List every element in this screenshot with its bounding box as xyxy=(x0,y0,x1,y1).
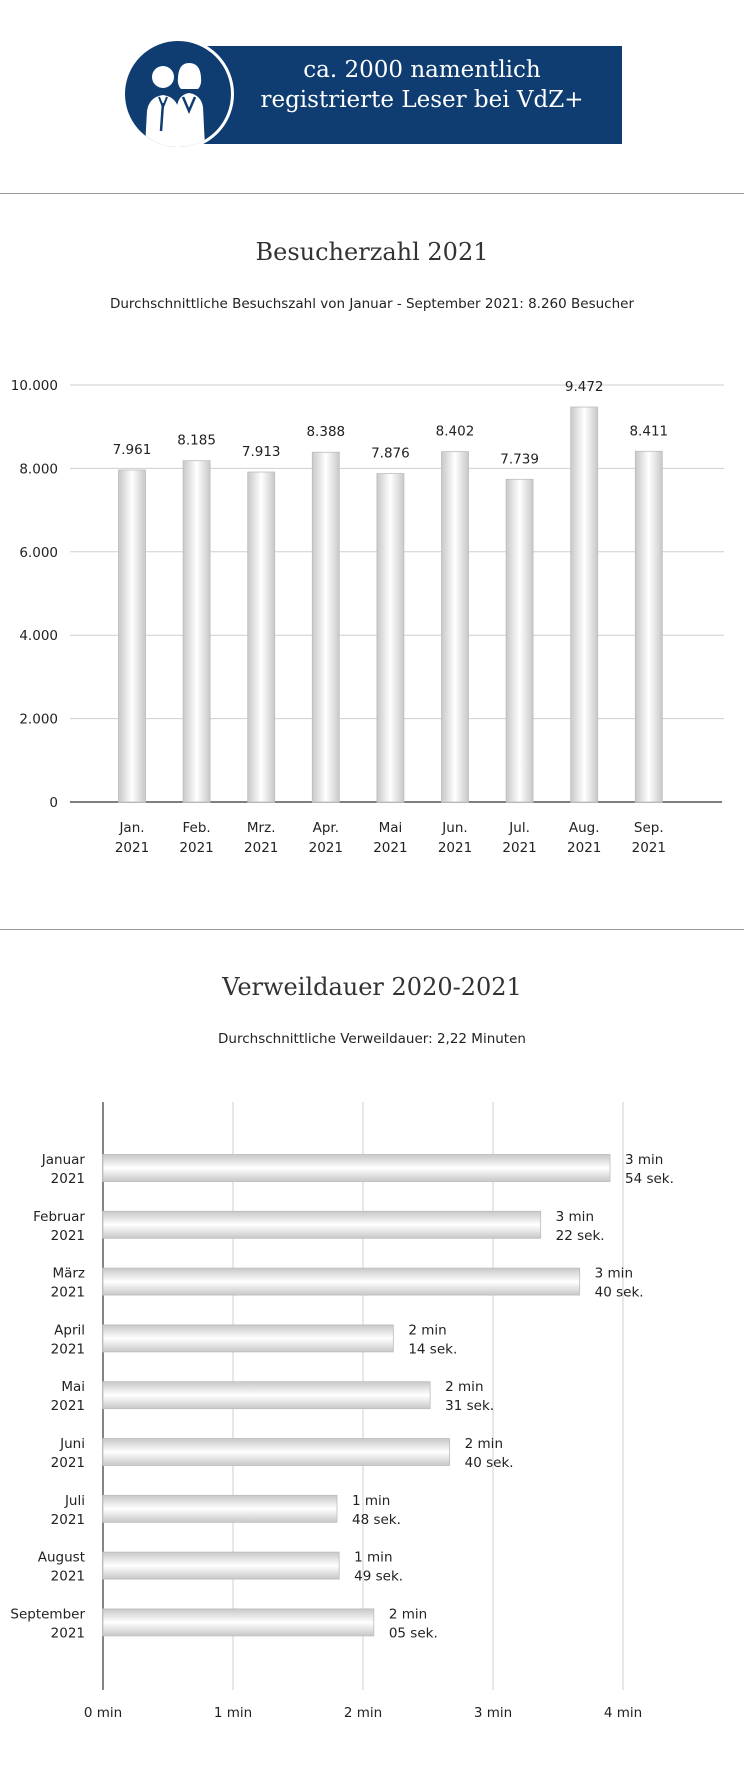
y-tick-label: 2021 xyxy=(50,1455,85,1471)
x-tick-label: 2 min xyxy=(343,1705,383,1721)
data-label: 8.388 xyxy=(306,424,346,441)
y-tick-label: 8.000 xyxy=(19,461,58,478)
data-label: 7.739 xyxy=(500,451,539,468)
y-tick-label: 2021 xyxy=(50,1568,85,1585)
data-label: 2 min xyxy=(445,1379,484,1396)
x-tick-label: 2021 xyxy=(373,840,408,856)
bar xyxy=(103,1325,393,1352)
data-label: 1 min xyxy=(352,1492,391,1509)
y-tick-label: 4.000 xyxy=(19,628,58,645)
x-tick-label: 0 min xyxy=(83,1705,123,1721)
bar xyxy=(103,1609,374,1636)
bar xyxy=(103,1552,339,1579)
y-tick-label: 2.000 xyxy=(19,711,58,728)
data-label: 3 min xyxy=(594,1265,634,1282)
x-tick-label: Sep. xyxy=(633,820,664,836)
y-tick-label: August xyxy=(37,1549,85,1566)
y-tick-label: 10.000 xyxy=(10,378,58,394)
x-tick-label: 2021 xyxy=(179,840,214,856)
bar xyxy=(442,452,469,802)
data-label: 7.961 xyxy=(112,442,152,459)
bar xyxy=(183,461,210,802)
banner-line-2: registrierte Leser bei VdZ+ xyxy=(260,87,584,113)
bar xyxy=(119,470,146,802)
data-label: 3 min xyxy=(625,1152,664,1168)
x-tick-label: Jun. xyxy=(442,820,468,836)
data-label: 9.472 xyxy=(564,379,604,396)
bar xyxy=(377,474,404,802)
y-tick-label: September xyxy=(10,1606,85,1623)
y-tick-label: April xyxy=(54,1322,85,1339)
y-tick-label: 6.000 xyxy=(19,544,58,561)
banner xyxy=(122,38,622,150)
data-label: 49 sek. xyxy=(354,1568,404,1585)
x-tick-label: 2021 xyxy=(244,840,279,856)
y-tick-label: 2021 xyxy=(50,1171,85,1187)
data-label: 2 min xyxy=(408,1322,447,1339)
x-tick-label: Apr. xyxy=(312,820,340,836)
x-tick-label: 1 min xyxy=(213,1705,253,1721)
bar xyxy=(103,1268,580,1295)
data-label: 31 sek. xyxy=(445,1398,495,1415)
y-tick-label: 2021 xyxy=(50,1284,85,1301)
bar xyxy=(571,407,598,802)
y-tick-label: 2021 xyxy=(50,1341,85,1358)
y-tick-label: Januar xyxy=(41,1152,85,1168)
x-tick-label: 2021 xyxy=(437,840,473,856)
x-tick-label: 4 min xyxy=(603,1705,643,1721)
x-tick-label: Jan. xyxy=(119,820,145,836)
data-label: 22 sek. xyxy=(555,1227,605,1244)
chart-2-title: Verweildauer 2020-2021 xyxy=(222,973,522,1001)
data-label: 48 sek. xyxy=(352,1511,401,1528)
section-divider xyxy=(0,929,744,930)
y-tick-label: 0 xyxy=(49,795,58,811)
x-tick-label: 2021 xyxy=(502,840,537,856)
data-label: 8.185 xyxy=(177,432,216,449)
data-label: 40 sek. xyxy=(464,1455,514,1471)
banner-line-1: ca. 2000 namentlich xyxy=(303,57,541,83)
bar xyxy=(103,1211,541,1238)
bar xyxy=(312,452,339,802)
x-tick-label: Aug. xyxy=(568,820,600,836)
section-divider xyxy=(0,193,744,194)
duration-bar-chart xyxy=(0,1090,744,1730)
y-tick-label: Juli xyxy=(64,1492,85,1509)
bar xyxy=(103,1439,450,1466)
x-tick-label: Feb. xyxy=(182,820,211,836)
readers-icon xyxy=(122,38,234,150)
data-label: 14 sek. xyxy=(408,1341,458,1358)
bar xyxy=(103,1382,430,1409)
data-label: 3 min xyxy=(555,1208,595,1225)
y-tick-label: 2021 xyxy=(50,1227,85,1244)
bar xyxy=(103,1155,610,1182)
data-label: 40 sek. xyxy=(594,1284,644,1301)
x-tick-label: Mai xyxy=(378,820,403,836)
x-tick-label: 2021 xyxy=(308,840,343,856)
y-tick-label: 2021 xyxy=(50,1398,85,1415)
bar xyxy=(506,479,533,802)
banner-headline xyxy=(232,55,612,115)
chart-1-title: Besucherzahl 2021 xyxy=(255,238,489,266)
bar xyxy=(635,451,662,802)
y-tick-label: Mai xyxy=(61,1379,85,1396)
data-label: 05 sek. xyxy=(388,1625,438,1642)
x-tick-label: Mrz. xyxy=(246,820,276,836)
y-tick-label: Juni xyxy=(60,1436,85,1452)
x-tick-label: Jul. xyxy=(509,820,530,836)
x-tick-label: 3 min xyxy=(473,1705,513,1721)
data-label: 7.876 xyxy=(371,445,410,462)
data-label: 1 min xyxy=(354,1549,393,1566)
chart-1-subtitle: Durchschnittliche Besuchszahl von Januar - September 2021: 8.260 Besucher xyxy=(109,296,635,312)
chart-2-subtitle: Durchschnittliche Verweildauer: 2,22 Minuten xyxy=(218,1031,526,1047)
bar xyxy=(103,1495,337,1522)
data-label: 54 sek. xyxy=(625,1171,674,1187)
x-tick-label: 2021 xyxy=(631,840,666,856)
data-label: 8.402 xyxy=(435,423,475,440)
data-label: 7.913 xyxy=(241,444,281,461)
y-tick-label: 2021 xyxy=(50,1511,85,1528)
bar xyxy=(248,472,275,802)
data-label: 2 min xyxy=(388,1606,428,1623)
x-tick-label: 2021 xyxy=(114,840,150,856)
visitors-bar-chart xyxy=(0,360,744,880)
y-tick-label: 2021 xyxy=(50,1625,85,1642)
y-tick-label: Februar xyxy=(33,1208,85,1225)
data-label: 2 min xyxy=(464,1436,504,1452)
x-tick-label: 2021 xyxy=(567,840,602,856)
y-tick-label: März xyxy=(52,1265,85,1282)
data-label: 8.411 xyxy=(629,423,669,440)
